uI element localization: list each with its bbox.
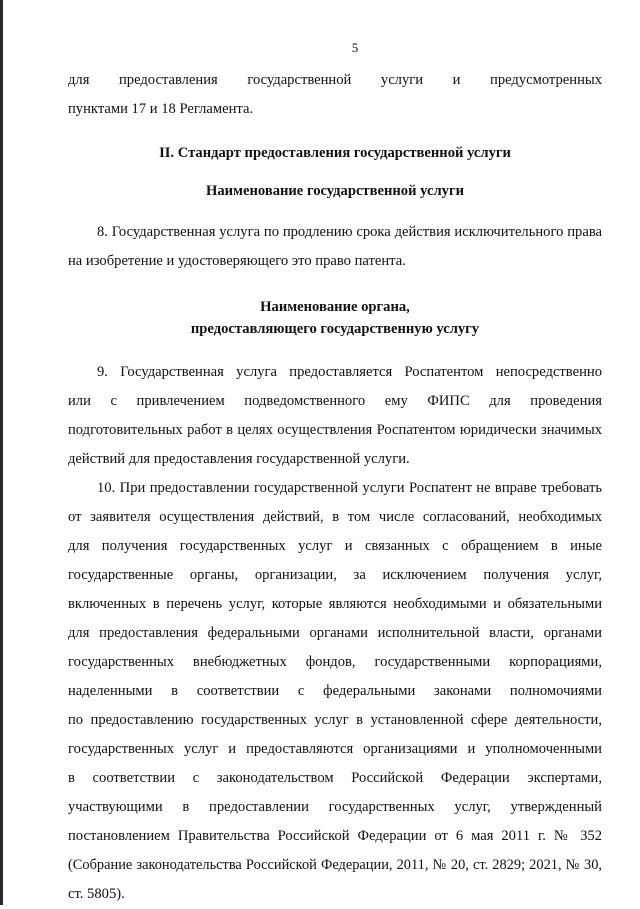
- scan-edge: [0, 0, 3, 905]
- text-line: в соответствии с законодательством Российской Федерации экспертами,: [68, 770, 602, 786]
- heading-line: предоставляющего государственную услугу: [190, 321, 480, 337]
- text-line: пунктами 17 и 18 Регламента.: [68, 101, 254, 117]
- section-title: II. Стандарт предоставления государственной услуги: [159, 145, 511, 161]
- text-line: или с привлечением подведомственного ему ФИПС для проведения: [68, 393, 602, 409]
- text-line: (Собрание законодательства Российской Федерации, 2011, № 20, ст. 2829; 2021, № 30,: [68, 857, 602, 873]
- text-line: для предоставления государственной услуги и предусмотренных: [68, 72, 602, 88]
- subsection-title-service-name: Наименование государственной услуги: [206, 183, 464, 199]
- paragraph-9: [68, 358, 602, 474]
- text-line: 10. При предоставлении государственной услуги Роспатент не вправе требовать: [97, 480, 602, 496]
- text-line: государственных услуг и предоставляются организациями и уполномоченными: [68, 741, 602, 757]
- text-line: государственных внебюджетных фондов, государственными корпорациями,: [68, 654, 602, 670]
- text-line: по предоставлению государственных услуг в установленной сфере деятельности,: [68, 712, 602, 728]
- text-line: участвующими в предоставлении государственных услуг, утвержденный: [68, 799, 602, 815]
- text-line: постановлением Правительства Российской Федерации от 6 мая 2011 г. № 352: [68, 828, 602, 844]
- text-line: для получения государственных услуг и связанных с обращением в иные: [68, 538, 602, 554]
- text-line: для предоставления федеральными органами исполнительной власти, органами: [68, 625, 602, 641]
- text-line: действий для предоставления государственной услуги.: [68, 451, 410, 467]
- page-number: 5: [351, 40, 359, 55]
- text-line: на изобретение и удостоверяющего это право патента.: [68, 253, 406, 269]
- text-line: включенных в перечень услуг, которые являются необходимыми и обязательными: [68, 596, 602, 612]
- paragraph-10: [68, 474, 602, 909]
- text-line: от заявителя осуществления действий, в том числе согласований, необходимых: [68, 509, 602, 525]
- text-line: 9. Государственная услуга предоставляется Роспатентом непосредственно: [97, 364, 602, 380]
- text-line: подготовительных работ в целях осуществления Роспатентом юридически значимых: [68, 422, 602, 438]
- heading-line: Наименование органа,: [260, 299, 410, 315]
- intro-paragraph: [68, 66, 602, 124]
- text-line: государственные органы, организации, за исключением получения услуг,: [68, 567, 602, 583]
- paragraph-8: [68, 218, 602, 276]
- text-line: наделенными в соответствии с федеральными законами полномочиями: [68, 683, 602, 699]
- text-line: 8. Государственная услуга по продлению срока действия исключительного права: [97, 224, 602, 240]
- text-line: ст. 5805).: [68, 886, 125, 902]
- subsection-title-authority: [68, 296, 602, 340]
